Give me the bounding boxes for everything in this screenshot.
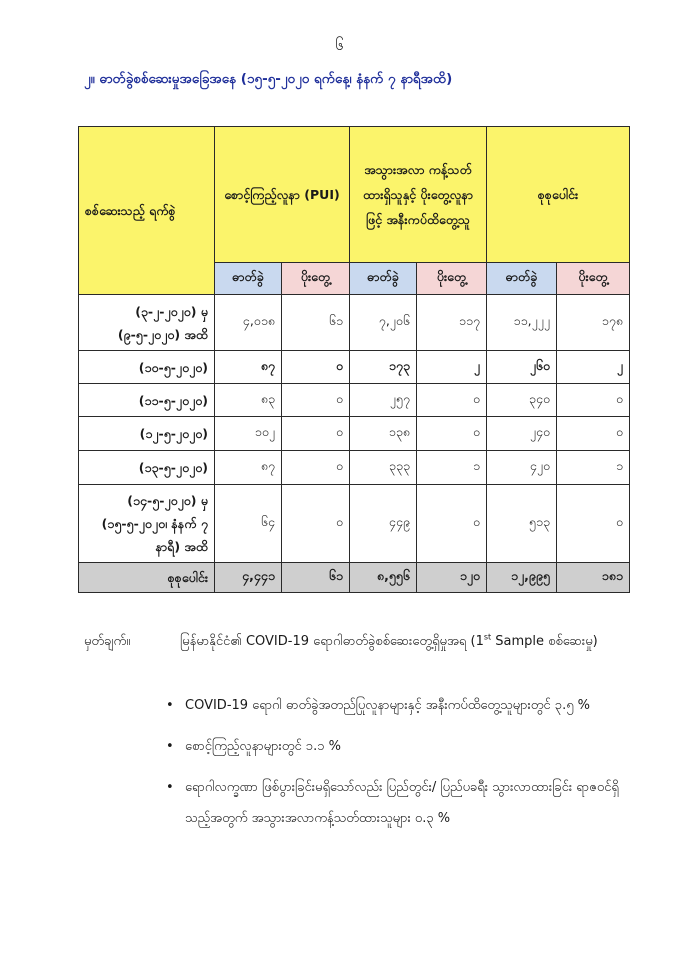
cell-total-tested: ၅၁၃ bbox=[487, 485, 557, 563]
page-number: ၆ bbox=[335, 36, 344, 54]
note-body bbox=[180, 626, 629, 658]
cell-contacts-positive: ၀ bbox=[417, 485, 487, 563]
note-text-end: Sample စစ်ဆေးမှု) bbox=[491, 634, 598, 649]
cell-pui-positive: ၆၁ bbox=[282, 295, 350, 351]
header-pui: စောင့်ကြည့်လူနာ (PUI) bbox=[215, 127, 350, 263]
cell-total-tested: ၃၄၀ bbox=[487, 384, 557, 417]
bullet-icon: • bbox=[166, 698, 174, 713]
bullet-icon: • bbox=[166, 780, 174, 795]
cell-contacts-tested: ၂၅၇ bbox=[350, 384, 417, 417]
subheader-positive: ပိုးတွေ့ bbox=[282, 263, 350, 295]
cell-contacts-positive: ၁၂၀ bbox=[417, 563, 487, 593]
cell-pui-tested: ၄,၀၁၈ bbox=[215, 295, 282, 351]
cell-pui-positive: ၀ bbox=[282, 417, 350, 451]
list-item-text: စောင့်ကြည့်လူနာများတွင် ၁.၁ % bbox=[185, 739, 342, 754]
cell-contacts-positive: ၁ bbox=[417, 451, 487, 485]
header-date: စစ်ဆေးသည့် ရက်စွဲ bbox=[79, 127, 215, 295]
total-label: စုစုပေါင်း bbox=[79, 563, 215, 593]
test-results-table bbox=[78, 126, 630, 593]
list-item bbox=[160, 731, 630, 762]
cell-pui-positive: ၆၁ bbox=[282, 563, 350, 593]
cell-total-tested: ၂၄၀ bbox=[487, 417, 557, 451]
cell-contacts-positive: ၀ bbox=[417, 417, 487, 451]
cell-pui-tested: ၄,၄၄၁ bbox=[215, 563, 282, 593]
cell-total-tested: ၄၂၀ bbox=[487, 451, 557, 485]
row-date: (၁၁-၅-၂၀၂၀) bbox=[79, 384, 215, 417]
bullet-icon: • bbox=[166, 739, 174, 754]
list-item bbox=[160, 690, 630, 721]
cell-contacts-positive: ၂ bbox=[417, 351, 487, 384]
table-row bbox=[79, 351, 630, 384]
note-label: မှတ်ချက်။ bbox=[84, 634, 131, 649]
cell-contacts-positive: ၀ bbox=[417, 384, 487, 417]
table-row bbox=[79, 451, 630, 485]
table-row bbox=[79, 384, 630, 417]
table-row bbox=[79, 417, 630, 451]
cell-pui-tested: ၆၄ bbox=[215, 485, 282, 563]
cell-total-positive: ၀ bbox=[557, 417, 630, 451]
cell-pui-tested: ၈၇ bbox=[215, 451, 282, 485]
note-text: မြန်မာနိုင်ငံ၏ COVID-19 ရောဂါဓာတ်ခွဲစစ်ဆေးတွေ့ရှိမှုအရ (1 bbox=[180, 634, 484, 649]
note-superscript: st bbox=[483, 632, 492, 642]
subheader-tested: ဓာတ်ခွဲ bbox=[215, 263, 282, 295]
cell-total-positive: ၁၈၁ bbox=[557, 563, 630, 593]
cell-total-positive: ၁ bbox=[557, 451, 630, 485]
cell-total-positive: ၁၇၈ bbox=[557, 295, 630, 351]
cell-contacts-tested: ၈,၅၅၆ bbox=[350, 563, 417, 593]
cell-pui-positive: ၀ bbox=[282, 351, 350, 384]
row-date: (၃-၂-၂၀၂၀) မှ (၉-၅-၂၀၂၀) အထိ bbox=[79, 295, 215, 351]
cell-total-positive: ၂ bbox=[557, 351, 630, 384]
subheader-tested: ဓာတ်ခွဲ bbox=[350, 263, 417, 295]
cell-contacts-tested: ၃၃၃ bbox=[350, 451, 417, 485]
cell-contacts-tested: ၁၃၈ bbox=[350, 417, 417, 451]
cell-total-positive: ၀ bbox=[557, 485, 630, 563]
cell-contacts-tested: ၇,၂၀၆ bbox=[350, 295, 417, 351]
subheader-positive: ပိုးတွေ့ bbox=[417, 263, 487, 295]
row-date: (၁၃-၅-၂၀၂၀) bbox=[79, 451, 215, 485]
list-item-text: COVID-19 ရောဂါ ဓာတ်ခွဲအတည်ပြုလူနာများနှင့် အနီးကပ်ထိတွေ့သူများတွင် ၃.၅ % bbox=[185, 698, 591, 713]
cell-contacts-positive: ၁၁၇ bbox=[417, 295, 487, 351]
cell-pui-tested: ၁၀၂ bbox=[215, 417, 282, 451]
cell-pui-positive: ၀ bbox=[282, 451, 350, 485]
row-date: (၁၂-၅-၂၀၂၀) bbox=[79, 417, 215, 451]
cell-pui-positive: ၀ bbox=[282, 384, 350, 417]
header-contacts: အသွားအလာ ကန့်သတ်ထားရှိသူနှင့် ပိုးတွေ့လူနာဖြင့် အနီးကပ်ထိတွေ့သူ bbox=[350, 127, 487, 263]
cell-pui-tested: ၈၇ bbox=[215, 351, 282, 384]
table-row bbox=[79, 295, 630, 351]
cell-total-tested: ၁၂,၉၉၅ bbox=[487, 563, 557, 593]
total-row bbox=[79, 563, 630, 593]
header-total: စုစုပေါင်း bbox=[487, 127, 630, 263]
subheader-tested: ဓာတ်ခွဲ bbox=[487, 263, 557, 295]
cell-contacts-tested: ၄၄၉ bbox=[350, 485, 417, 563]
cell-pui-positive: ၀ bbox=[282, 485, 350, 563]
cell-pui-tested: ၈၃ bbox=[215, 384, 282, 417]
cell-total-tested: ၁၁,၂၂၂ bbox=[487, 295, 557, 351]
section-heading: ၂။ ဓာတ်ခွဲစစ်ဆေးမှုအခြေအနေ (၁၅-၅-၂၀၂၀ ရက်နေ့၊ နံနက် ၇ နာရီအထိ) bbox=[84, 71, 453, 87]
findings-list bbox=[160, 690, 630, 844]
list-item bbox=[160, 772, 630, 834]
cell-total-positive: ၀ bbox=[557, 384, 630, 417]
list-item-text: ရောဂါလက္ခဏာ ဖြစ်ပွားခြင်းမရှိသော်လည်း ပြည်တွင်း/ ပြည်ပခရီး သွားလာထားခြင်း ရာဇဝင်ရှိသည့်အတွက် အသွားအလာကန့်သတ်ထားသူများ ၀.၃ % bbox=[185, 780, 619, 826]
row-date: (၁၀-၅-၂၀၂၀) bbox=[79, 351, 215, 384]
subheader-positive: ပိုးတွေ့ bbox=[557, 263, 630, 295]
cell-total-tested: ၂၆၀ bbox=[487, 351, 557, 384]
cell-contacts-tested: ၁၇၃ bbox=[350, 351, 417, 384]
table-row bbox=[79, 485, 630, 563]
row-date: (၁၄-၅-၂၀၂၀) မှ (၁၅-၅-၂၀၂၀၊ နံနက် ၇ နာရီ) အထိ bbox=[79, 485, 215, 563]
